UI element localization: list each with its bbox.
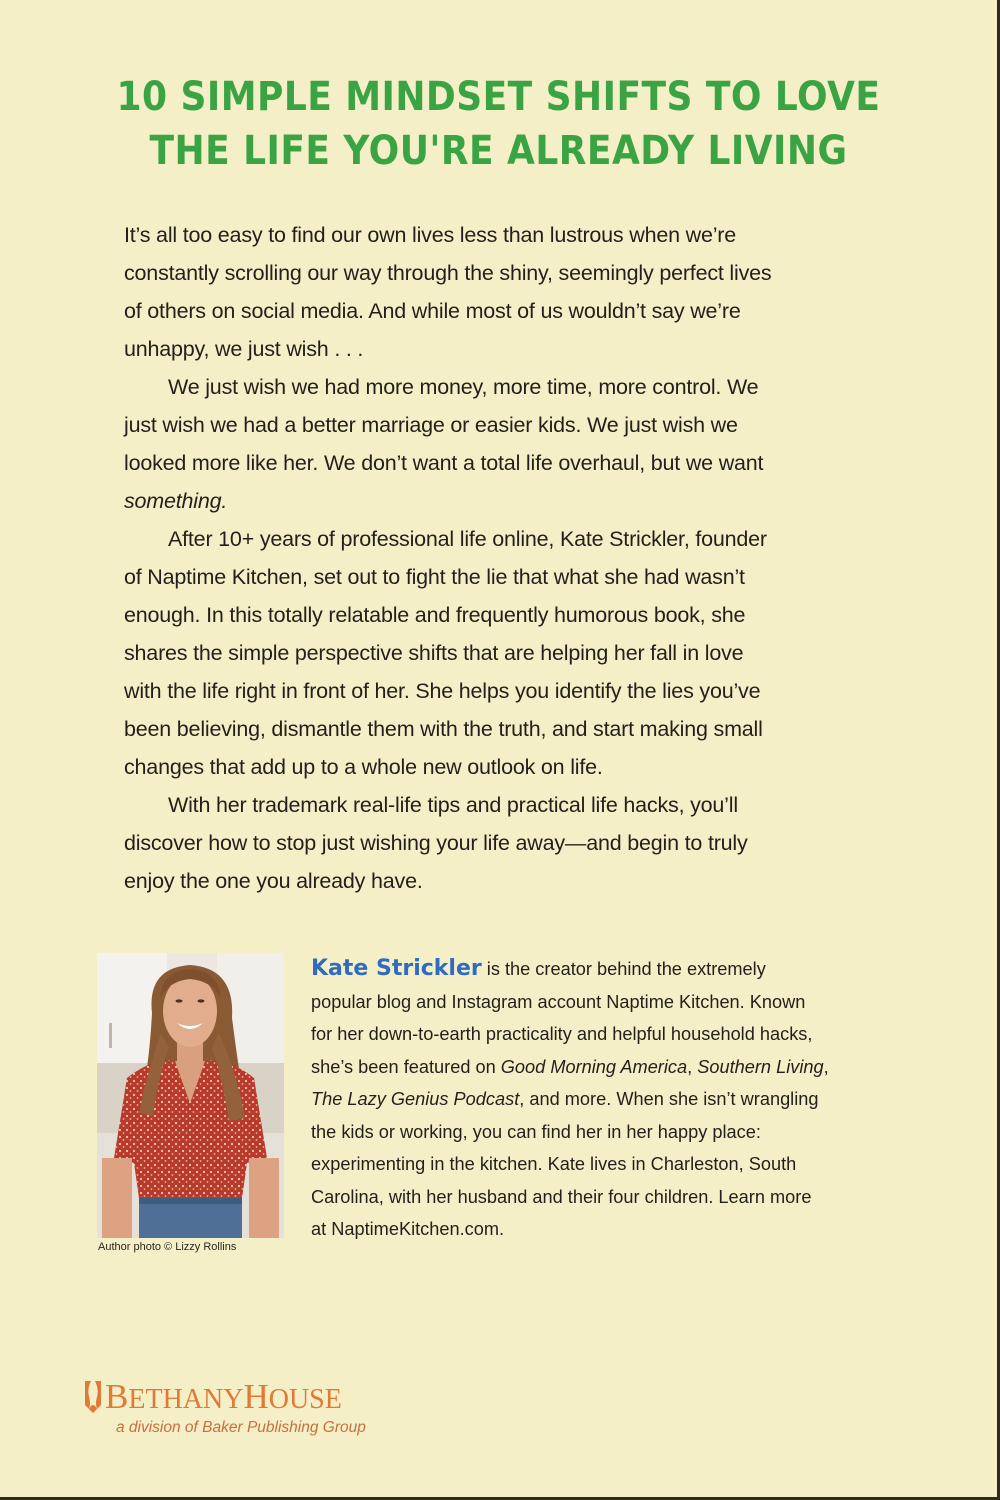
blurb-line: of Naptime Kitchen, set out to fight the lie that what she had wasn’t <box>124 565 745 589</box>
bio-line <box>311 1083 881 1116</box>
bio-line: for her down-to-earth practicality and helpful household hacks, <box>311 1024 813 1044</box>
emphasis-something: something. <box>124 489 228 513</box>
publisher-name-part: H <box>243 1377 269 1416</box>
publisher-logo <box>83 1377 483 1447</box>
publisher-name-part: OUSE <box>268 1384 342 1415</box>
blurb-paragraph-2 <box>124 368 884 520</box>
blurb-line: changes that add up to a whole new outlook on life. <box>124 755 603 779</box>
publisher-name <box>105 1377 342 1420</box>
book-description <box>124 216 884 900</box>
publisher-name-part: ETHANY <box>128 1384 244 1415</box>
blurb-paragraph-3 <box>124 520 884 786</box>
publisher-division: a division of Baker Publishing Group <box>116 1419 366 1436</box>
bio-text: , <box>687 1056 698 1077</box>
headline <box>0 70 997 178</box>
headline-line-2: THE LIFE YOU'RE ALREADY LIVING <box>149 128 848 174</box>
bio-text: , and more. When she isn’t wrangling <box>519 1089 819 1109</box>
bio-line: experimenting in the kitchen. Kate lives in Charleston, South <box>311 1154 797 1174</box>
title-good-morning-america: Good Morning America <box>500 1056 688 1077</box>
blurb-line: unhappy, we just wish . . . <box>124 337 364 361</box>
blurb-paragraph-1 <box>124 216 884 368</box>
author-bio <box>311 953 881 1246</box>
bio-line: at NaptimeKitchen.com. <box>311 1219 505 1239</box>
blurb-line: looked more like her. We don’t want a total life overhaul, but we want <box>124 451 764 475</box>
blurb-line: We just wish we had more money, more time, more control. We <box>168 375 759 399</box>
bio-text: she’s been featured on <box>311 1056 501 1077</box>
blurb-line: shares the simple perspective shifts that are helping her fall in love <box>124 641 744 665</box>
blurb-line: enjoy the one you already have. <box>124 869 423 893</box>
blurb-line: It’s all too easy to find our own lives less than lustrous when we’re <box>124 223 737 247</box>
title-southern-living: Southern Living <box>697 1056 824 1077</box>
blurb-line: constantly scrolling our way through the shiny, seemingly perfect lives <box>124 261 772 285</box>
blurb-line: With her trademark real-life tips and practical life hacks, you’ll <box>168 793 738 817</box>
author-photo-illustration <box>97 953 284 1238</box>
bio-text: , <box>823 1056 829 1077</box>
bio-line: popular blog and Instagram account Naptime Kitchen. Known <box>311 991 806 1012</box>
bio-text: is the creator behind the extremely <box>481 959 766 979</box>
publisher-name-part: B <box>105 1377 129 1416</box>
bethany-house-flame-book-icon <box>83 1379 103 1415</box>
blurb-line: discover how to stop just wishing your life away—and begin to truly <box>124 831 748 855</box>
bio-line <box>311 953 881 986</box>
title-lazy-genius-podcast: The Lazy Genius Podcast <box>311 1089 520 1109</box>
blurb-line: of others on social media. And while most of us wouldn’t say we’re <box>124 299 741 323</box>
photo-credit: Author photo © Lizzy Rollins <box>98 1241 237 1253</box>
author-photo <box>97 953 284 1238</box>
blurb-line: with the life right in front of her. She helps you identify the lies you’ve <box>124 679 761 703</box>
blurb-paragraph-4 <box>124 786 884 900</box>
bio-line: the kids or working, you can find her in her happy place: <box>311 1121 761 1142</box>
bio-line: Carolina, with her husband and their four children. Learn more <box>311 1186 812 1207</box>
blurb-line <box>124 482 884 520</box>
blurb-line: just wish we had a better marriage or easier kids. We just wish we <box>124 413 738 437</box>
blurb-line: After 10+ years of professional life online, Kate Strickler, founder <box>168 527 767 551</box>
headline-line-1: 10 SIMPLE MINDSET SHIFTS TO LOVE <box>116 74 881 120</box>
author-name: Kate Strickler <box>311 956 482 981</box>
blurb-line: been believing, dismantle them with the truth, and start making small <box>124 717 763 741</box>
blurb-line: enough. In this totally relatable and frequently humorous book, she <box>124 603 746 627</box>
bio-line <box>311 1051 881 1084</box>
